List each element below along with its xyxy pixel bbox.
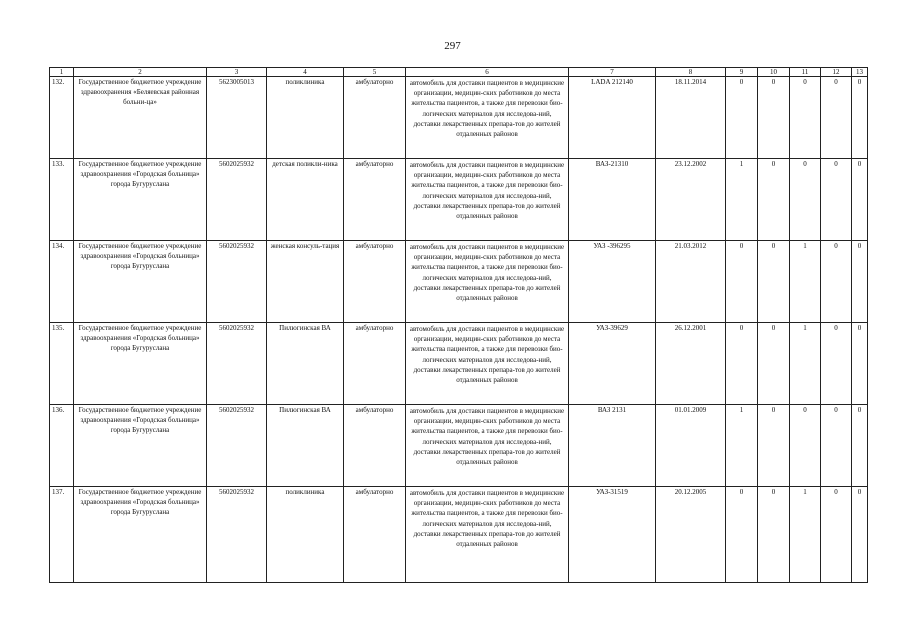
count-cell-10: 0: [758, 159, 790, 241]
count-cell-11: 1: [790, 241, 821, 323]
care-type-cell: амбулаторно: [344, 77, 406, 159]
count-cell-10: 0: [758, 487, 790, 583]
count-cell-11: 0: [790, 77, 821, 159]
inn-cell: 5602025932: [207, 159, 267, 241]
unit-cell: Пилюгинская ВА: [267, 323, 344, 405]
vehicle-register-table: [49, 67, 868, 583]
care-type-cell: амбулаторно: [344, 487, 406, 583]
column-header: 7: [569, 68, 656, 77]
vehicle-model-cell: ВАЗ-21310: [569, 159, 656, 241]
count-cell-11: 1: [790, 323, 821, 405]
unit-cell: женская консуль-тация: [267, 241, 344, 323]
unit-cell: поликлиника: [267, 77, 344, 159]
organization-cell: Государственное бюджетное учреждение здравоохранения «Городская больница» города Бугуруслана: [74, 323, 207, 405]
table-row: [50, 405, 868, 487]
row-number-cell: 134.: [50, 241, 74, 323]
table-row: [50, 487, 868, 583]
table-row: [50, 323, 868, 405]
column-header: 8: [656, 68, 726, 77]
unit-cell: поликлиника: [267, 487, 344, 583]
column-header: 10: [758, 68, 790, 77]
inn-cell: 5602025932: [207, 323, 267, 405]
count-cell-13: 0: [852, 323, 868, 405]
column-header: 9: [726, 68, 758, 77]
count-cell-11: 0: [790, 159, 821, 241]
date-cell: 18.11.2014: [656, 77, 726, 159]
column-header: 11: [790, 68, 821, 77]
row-number-cell: 137.: [50, 487, 74, 583]
date-cell: 26.12.2001: [656, 323, 726, 405]
date-cell: 23.12.2002: [656, 159, 726, 241]
header-row: [50, 68, 868, 77]
care-type-cell: амбулаторно: [344, 405, 406, 487]
vehicle-model-cell: УАЗ-31519: [569, 487, 656, 583]
column-header: 3: [207, 68, 267, 77]
count-cell-10: 0: [758, 405, 790, 487]
count-cell-9: 0: [726, 77, 758, 159]
column-header: 4: [267, 68, 344, 77]
count-cell-13: 0: [852, 77, 868, 159]
care-type-cell: амбулаторно: [344, 323, 406, 405]
inn-cell: 5602025932: [207, 487, 267, 583]
count-cell-13: 0: [852, 159, 868, 241]
date-cell: 21.03.2012: [656, 241, 726, 323]
count-cell-9: 1: [726, 159, 758, 241]
vehicle-model-cell: УАЗ -396295: [569, 241, 656, 323]
organization-cell: Государственное бюджетное учреждение здравоохранения «Городская больница» города Бугуруслана: [74, 487, 207, 583]
count-cell-12: 0: [821, 405, 852, 487]
table-row: [50, 77, 868, 159]
count-cell-12: 0: [821, 77, 852, 159]
vehicle-purpose-cell: автомобиль для доставки пациентов в медицинские организации, медицин-ских работников до места жительства пациентов, а также для перевозки био-логических материалов для исследова-ний, доставки лекарственных препара-тов до жителей отдаленных районов: [406, 241, 569, 323]
vehicle-purpose-cell: автомобиль для доставки пациентов в медицинские организации, медицин-ских работников до места жительства пациентов, а также для перевозки био-логических материалов для исследова-ний, доставки лекарственных препара-тов до жителей отдаленных районов: [406, 323, 569, 405]
unit-cell: Пилюгинская ВА: [267, 405, 344, 487]
inn-cell: 5623005013: [207, 77, 267, 159]
count-cell-9: 0: [726, 487, 758, 583]
count-cell-9: 0: [726, 323, 758, 405]
unit-cell: детская поликли-ника: [267, 159, 344, 241]
row-number-cell: 136.: [50, 405, 74, 487]
count-cell-13: 0: [852, 241, 868, 323]
organization-cell: Государственное бюджетное учреждение здравоохранения «Беляевская районная больни-ца»: [74, 77, 207, 159]
vehicle-model-cell: УАЗ-39629: [569, 323, 656, 405]
inn-cell: 5602025932: [207, 405, 267, 487]
count-cell-12: 0: [821, 159, 852, 241]
vehicle-model-cell: LADA 212140: [569, 77, 656, 159]
vehicle-purpose-cell: автомобиль для доставки пациентов в медицинские организации, медицин-ских работников до места жительства пациентов, а также для перевозки био-логических материалов для исследова-ний, доставки лекарственных препара-тов до жителей отдаленных районов: [406, 77, 569, 159]
care-type-cell: амбулаторно: [344, 241, 406, 323]
register-body: [50, 77, 868, 583]
vehicle-purpose-cell: автомобиль для доставки пациентов в медицинские организации, медицин-ских работников до места жительства пациентов, а также для перевозки био-логических материалов для исследова-ний, доставки лекарственных препара-тов до жителей отдаленных районов: [406, 405, 569, 487]
table-row: [50, 241, 868, 323]
column-header: 1: [50, 68, 74, 77]
count-cell-10: 0: [758, 241, 790, 323]
column-header: 2: [74, 68, 207, 77]
count-cell-13: 0: [852, 487, 868, 583]
count-cell-12: 0: [821, 323, 852, 405]
count-cell-13: 0: [852, 405, 868, 487]
date-cell: 20.12.2005: [656, 487, 726, 583]
organization-cell: Государственное бюджетное учреждение здравоохранения «Городская больница» города Бугуруслана: [74, 241, 207, 323]
column-header: 13: [852, 68, 868, 77]
count-cell-9: 1: [726, 405, 758, 487]
count-cell-12: 0: [821, 241, 852, 323]
organization-cell: Государственное бюджетное учреждение здравоохранения «Городская больница» города Бугуруслана: [74, 405, 207, 487]
page-number: 297: [444, 40, 461, 52]
count-cell-12: 0: [821, 487, 852, 583]
count-cell-9: 0: [726, 241, 758, 323]
row-number-cell: 133.: [50, 159, 74, 241]
date-cell: 01.01.2009: [656, 405, 726, 487]
vehicle-purpose-cell: автомобиль для доставки пациентов в медицинские организации, медицин-ских работников до места жительства пациентов, а также для перевозки био-логических материалов для исследова-ний, доставки лекарственных препара-тов до жителей отдаленных районов: [406, 159, 569, 241]
count-cell-10: 0: [758, 77, 790, 159]
row-number-cell: 135.: [50, 323, 74, 405]
column-header: 12: [821, 68, 852, 77]
care-type-cell: амбулаторно: [344, 159, 406, 241]
inn-cell: 5602025932: [207, 241, 267, 323]
vehicle-model-cell: ВАЗ 2131: [569, 405, 656, 487]
organization-cell: Государственное бюджетное учреждение здравоохранения «Городская больница» города Бугуруслана: [74, 159, 207, 241]
table-row: [50, 159, 868, 241]
count-cell-10: 0: [758, 323, 790, 405]
column-header: 5: [344, 68, 406, 77]
column-header: 6: [406, 68, 569, 77]
vehicle-purpose-cell: автомобиль для доставки пациентов в медицинские организации, медицин-ских работников до места жительства пациентов, а также для перевозки био-логических материалов для исследова-ний, доставки лекарственных препара-тов до жителей отдаленных районов: [406, 487, 569, 583]
row-number-cell: 132.: [50, 77, 74, 159]
count-cell-11: 1: [790, 487, 821, 583]
count-cell-11: 0: [790, 405, 821, 487]
